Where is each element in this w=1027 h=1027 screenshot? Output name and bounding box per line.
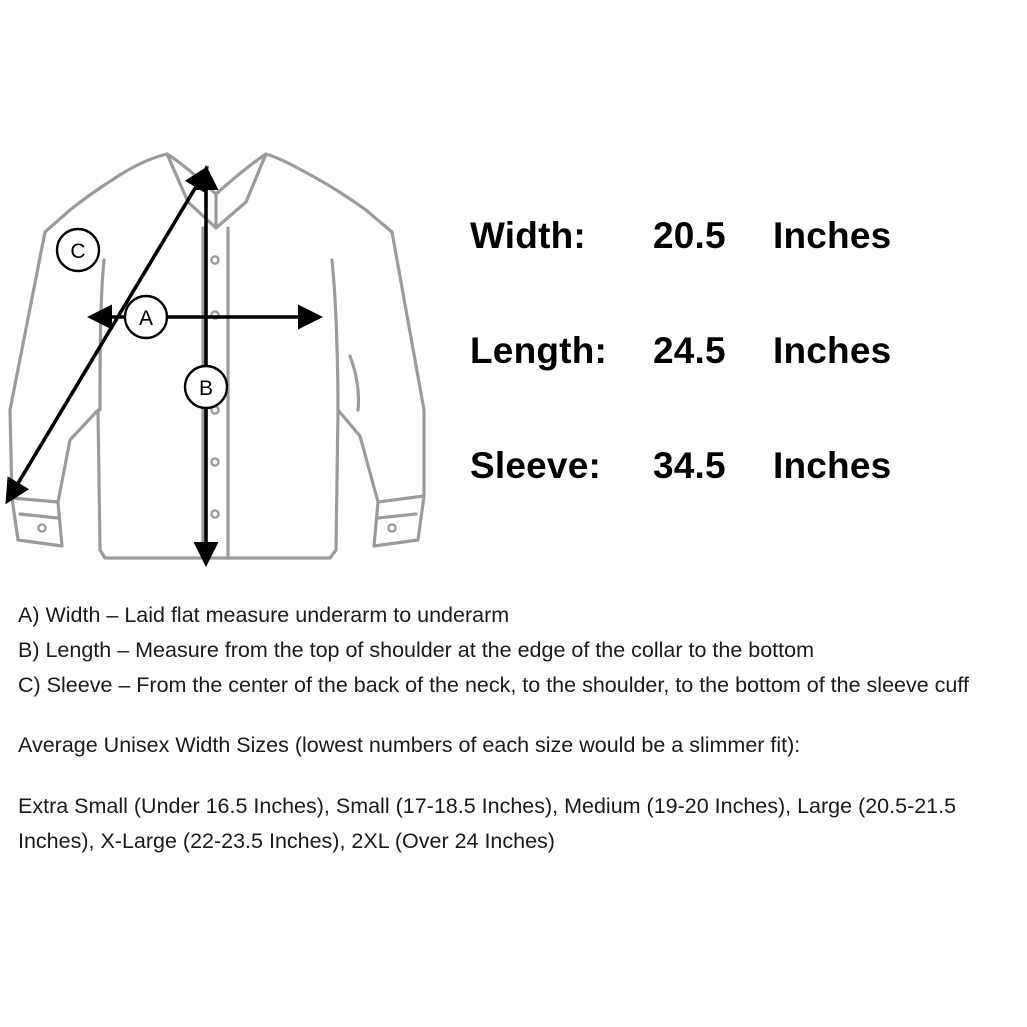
button-icon [211, 458, 218, 465]
sleeve-label: Sleeve: [470, 445, 601, 486]
callout-c [57, 229, 99, 271]
callout-b [185, 366, 227, 408]
width-label: Width: [470, 215, 586, 256]
button-icon [211, 256, 218, 263]
measurement-row-width [470, 215, 1010, 330]
cuff-button-icon [388, 524, 395, 531]
sleeve-value: 34.5 [653, 445, 726, 486]
button-icon [211, 510, 218, 517]
sizes-heading: Average Unisex Width Sizes (lowest numbers of each size would be a slimmer fit): [18, 733, 801, 758]
callout-a [125, 296, 167, 338]
measurement-row-sleeve [470, 445, 1010, 560]
sleeve-unit: Inches [773, 445, 892, 486]
width-value: 20.5 [653, 215, 726, 256]
callout-label-a: A [138, 307, 154, 330]
shirt-diagram [0, 110, 470, 580]
length-label: Length: [470, 330, 608, 371]
note-sleeve: C) Sleeve – From the center of the back of the neck, to the shoulder, to the bottom of the sleeve cuff [18, 672, 969, 697]
measurement-row-length [470, 330, 1010, 445]
sleeve-arrow [8, 170, 206, 500]
note-length: B) Length – Measure from the top of shoulder at the edge of the collar to the bottom [18, 637, 814, 662]
measurement-notes [18, 598, 1012, 859]
notes-spacer [18, 702, 1012, 728]
width-unit: Inches [773, 215, 892, 256]
length-unit: Inches [773, 330, 892, 371]
shirt-outline-group [10, 154, 424, 558]
measurements-list [470, 215, 1010, 560]
sizes-list: Extra Small (Under 16.5 Inches), Small (17-18.5 Inches), Medium (19-20 Inches), Large (20.5-21.5 Inches), X-Large (22-23.5 Inches), 2XL (Over 24 Inches) [18, 794, 957, 854]
shirt-illustration [0, 110, 470, 580]
note-width: A) Width – Laid flat measure underarm to underarm [18, 603, 510, 627]
length-value: 24.5 [653, 330, 726, 371]
notes-spacer-2 [18, 763, 1012, 789]
callout-label-b: B [198, 377, 214, 400]
callout-label-c: C [70, 240, 86, 263]
cuff-button-icon [38, 524, 45, 531]
